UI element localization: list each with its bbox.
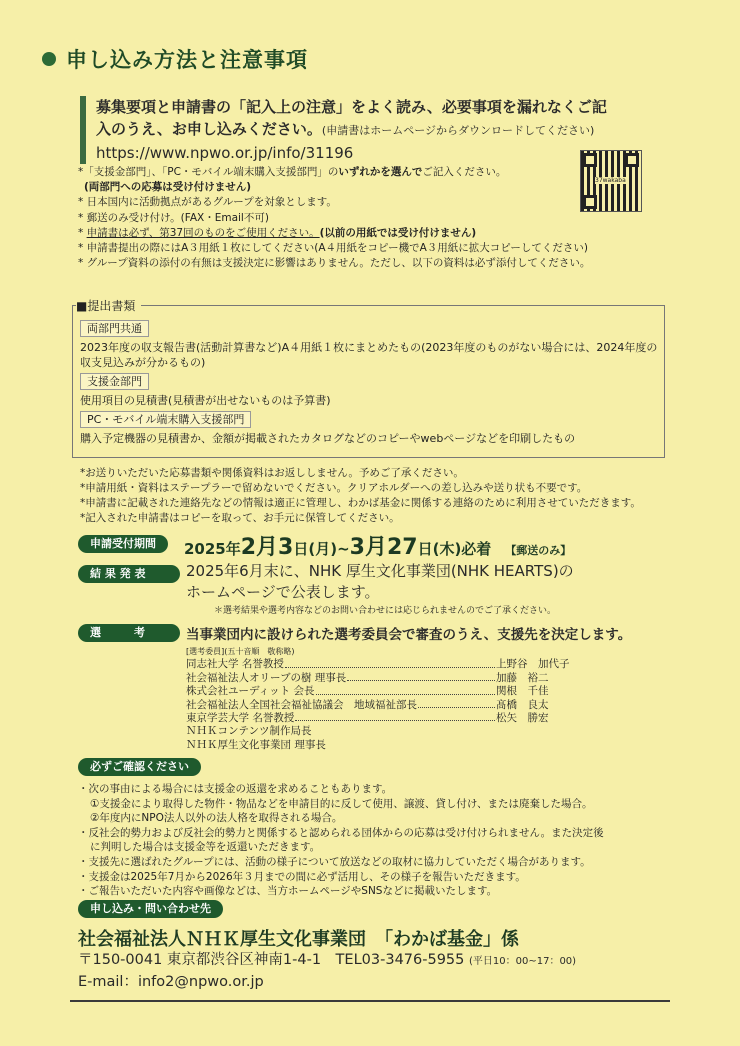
committee-row bbox=[186, 699, 586, 712]
period-label: 申請受付期間 bbox=[78, 535, 168, 553]
list-item: * グループ資料の添付の有無は支援決定に影響はありません。ただし、以下の資料は必ず添付してください。 bbox=[78, 257, 591, 270]
requirements-list bbox=[78, 165, 658, 271]
text: ・ご報告いただいた内容や画像などは、当方ホームページやSNSなどに掲載いたします。 bbox=[78, 885, 498, 898]
title-text: 申し込み方法と注意事項 bbox=[66, 48, 308, 72]
text: 松矢 勝宏 bbox=[496, 712, 549, 725]
selection-label: 選 考 bbox=[78, 624, 180, 642]
bottom-divider bbox=[70, 1000, 670, 1002]
text: (両部門への応募は受け付けません) bbox=[84, 181, 252, 194]
text: ①支援金により取得した物件・物品などを申請目的に反して使用、譲渡、貸し付け、または廃棄した場合。 bbox=[90, 797, 593, 810]
committee-row bbox=[186, 672, 586, 685]
intro-line2-text: 入のうえ、お申し込みください。 bbox=[96, 120, 322, 138]
text: 2025年 bbox=[184, 540, 241, 558]
text: 2月3 bbox=[240, 535, 294, 560]
text: 日(木)必着 bbox=[417, 540, 492, 558]
list-item bbox=[78, 180, 658, 195]
text: 髙橋 良太 bbox=[496, 698, 549, 711]
text: 【郵送のみ】 bbox=[505, 544, 572, 557]
text: (平日10：00~17：00) bbox=[468, 956, 577, 967]
text: 加藤 裕二 bbox=[496, 671, 549, 684]
note: *申請書に記載された連絡先などの情報は適正に管理し、わかば基金に関係する連絡のために利用させていただきます。 bbox=[80, 497, 641, 509]
bullet-dot-icon bbox=[42, 52, 56, 66]
list-item: * 申請書提出の際にはA３用紙１枚にしてください(A４用紙をコピー機でA３用紙に拡大コピーしてください) bbox=[78, 242, 588, 255]
section-title bbox=[42, 44, 308, 74]
text: ・支援金は2025年7月から2026年３月までの間に必ず活用し、その様子を報告いただきます。 bbox=[78, 870, 526, 883]
text: 日(月)~ bbox=[293, 540, 350, 558]
tag-pc: PC・モバイル端末購入支援部門 bbox=[80, 411, 251, 428]
contact-label: 申し込み・問い合わせ先 bbox=[78, 900, 223, 918]
intro-line2 bbox=[96, 118, 670, 142]
list-item: * 郵送のみ受け付け。(FAX・Email不可) bbox=[78, 211, 269, 224]
text: ②年度内にNPO法人以外の法人格を取得される場合。 bbox=[90, 812, 343, 825]
notes-list bbox=[80, 466, 641, 526]
text: 同志社大学 名誉教授 bbox=[186, 658, 284, 671]
result-label: 結 果 発 表 bbox=[78, 565, 180, 583]
tag-both: 両部門共通 bbox=[80, 320, 149, 337]
text: [選考委員](五十音順 敬称略) bbox=[186, 647, 295, 656]
text: ・次の事由による場合には支援金の返還を求めることもあります。 bbox=[78, 783, 393, 795]
selection-text: 当事業団内に設けられた選考委員会で審査のうえ、支援先を決定します。 bbox=[186, 627, 632, 643]
note: *お送りいただいた応募書類や関係資料はお返ししません。予めご了承ください。 bbox=[80, 467, 464, 479]
confirm-list bbox=[78, 782, 604, 899]
contact-address bbox=[78, 950, 576, 993]
qr-label: 37wakaba bbox=[595, 177, 626, 184]
text: *「支援金部門」、「PC・モバイル端末購入支援部門」の bbox=[78, 166, 339, 178]
result-note: ＊選考結果や選考内容などのお問い合わせには応じられませんのでご了承ください。 bbox=[214, 606, 557, 616]
intro-note: (申請書はホームページからダウンロードしてください) bbox=[321, 124, 595, 137]
committee-row: ＮＨＫ厚生文化事業団 理事長 bbox=[186, 738, 326, 751]
text: ご記入ください。 bbox=[422, 166, 507, 178]
period-value bbox=[184, 530, 571, 561]
text: ホームページで公表します。 bbox=[186, 583, 380, 601]
text: 2025年6月末に、NHK 厚生文化事業団(NHK HEARTS)の bbox=[186, 562, 574, 580]
doc-text: 使用項目の見積書(見積書が出せないものは予算書) bbox=[80, 394, 331, 407]
text: (以前の用紙では受け付けません) bbox=[319, 226, 477, 239]
tag-support: 支援金部門 bbox=[80, 373, 149, 390]
note: *記入された申請書はコピーを取って、お手元に保管してください。 bbox=[80, 512, 400, 524]
note: *申請用紙・資料はステープラーで留めないでください。クリアホルダーへの差し込みや送り状も不要です。 bbox=[80, 482, 588, 494]
contact-email[interactable]: E-mail：info2@npwo.or.jp bbox=[78, 974, 264, 990]
doc-text: 購入予定機器の見積書か、金額が掲載されたカタログなどのコピーやwebページなどを印刷したもの bbox=[80, 432, 576, 445]
list-item bbox=[78, 165, 658, 180]
intro-url[interactable]: https://www.npwo.or.jp/info/31196 bbox=[96, 144, 354, 162]
committee-list bbox=[186, 645, 586, 752]
list-item bbox=[78, 226, 658, 241]
text: 社会福祉法人全国社会福祉協議会 地域福祉部長 bbox=[186, 698, 417, 711]
text: 上野谷 加代子 bbox=[496, 658, 570, 671]
documents-content bbox=[80, 320, 660, 449]
text: いずれかを選んで bbox=[338, 166, 423, 178]
text: に判明した場合は支援金等を返還いただきます。 bbox=[90, 841, 321, 854]
committee-row bbox=[186, 712, 586, 725]
text: 3月27 bbox=[349, 535, 418, 560]
text: * bbox=[78, 226, 87, 239]
text: 東京学芸大学 名誉教授 bbox=[186, 712, 295, 725]
result-text bbox=[186, 561, 574, 603]
text: ・反社会的勢力および反社会的勢力と関係すると認められる団体からの応募は受け付けられません。また決定後 bbox=[78, 826, 604, 839]
text: 〒150-0041 東京都渋谷区神南1-4-1 TEL03-3476-5955 bbox=[78, 952, 465, 968]
committee-row bbox=[186, 658, 586, 671]
confirm-label: 必ずご確認ください bbox=[78, 758, 201, 776]
text: 社会福祉法人オリーブの樹 理事長 bbox=[186, 671, 347, 684]
doc-text: 2023年度の収支報告書(活動計算書など)A４用紙１枚にまとめたもの(2023年度のものがない場合には、2024年度の収支見込みが分かるもの) bbox=[80, 341, 658, 369]
committee-row bbox=[186, 685, 586, 698]
text: 株式会社ユーディット 会長 bbox=[186, 685, 315, 698]
contact-org: 社会福祉法人ＮＨＫ厚生文化事業団 「わかば基金」係 bbox=[78, 929, 519, 950]
committee-row: ＮＨＫコンテンツ制作局長 bbox=[186, 725, 312, 738]
list-item: * 日本国内に活動拠点があるグループを対象とします。 bbox=[78, 196, 337, 209]
intro-line1: 募集要項と申請書の「記入上の注意」をよく読み、必要事項を漏れなくご記 bbox=[96, 98, 607, 116]
text: 申請書は必ず、第37回のものをご使用ください。 bbox=[86, 226, 320, 239]
documents-label: ■提出書類 bbox=[76, 297, 141, 314]
text: 関根 千佳 bbox=[496, 685, 549, 698]
text: ・支援先に選ばれたグループには、活動の様子について放送などの取材に協力していただく場合があります。 bbox=[78, 855, 591, 868]
